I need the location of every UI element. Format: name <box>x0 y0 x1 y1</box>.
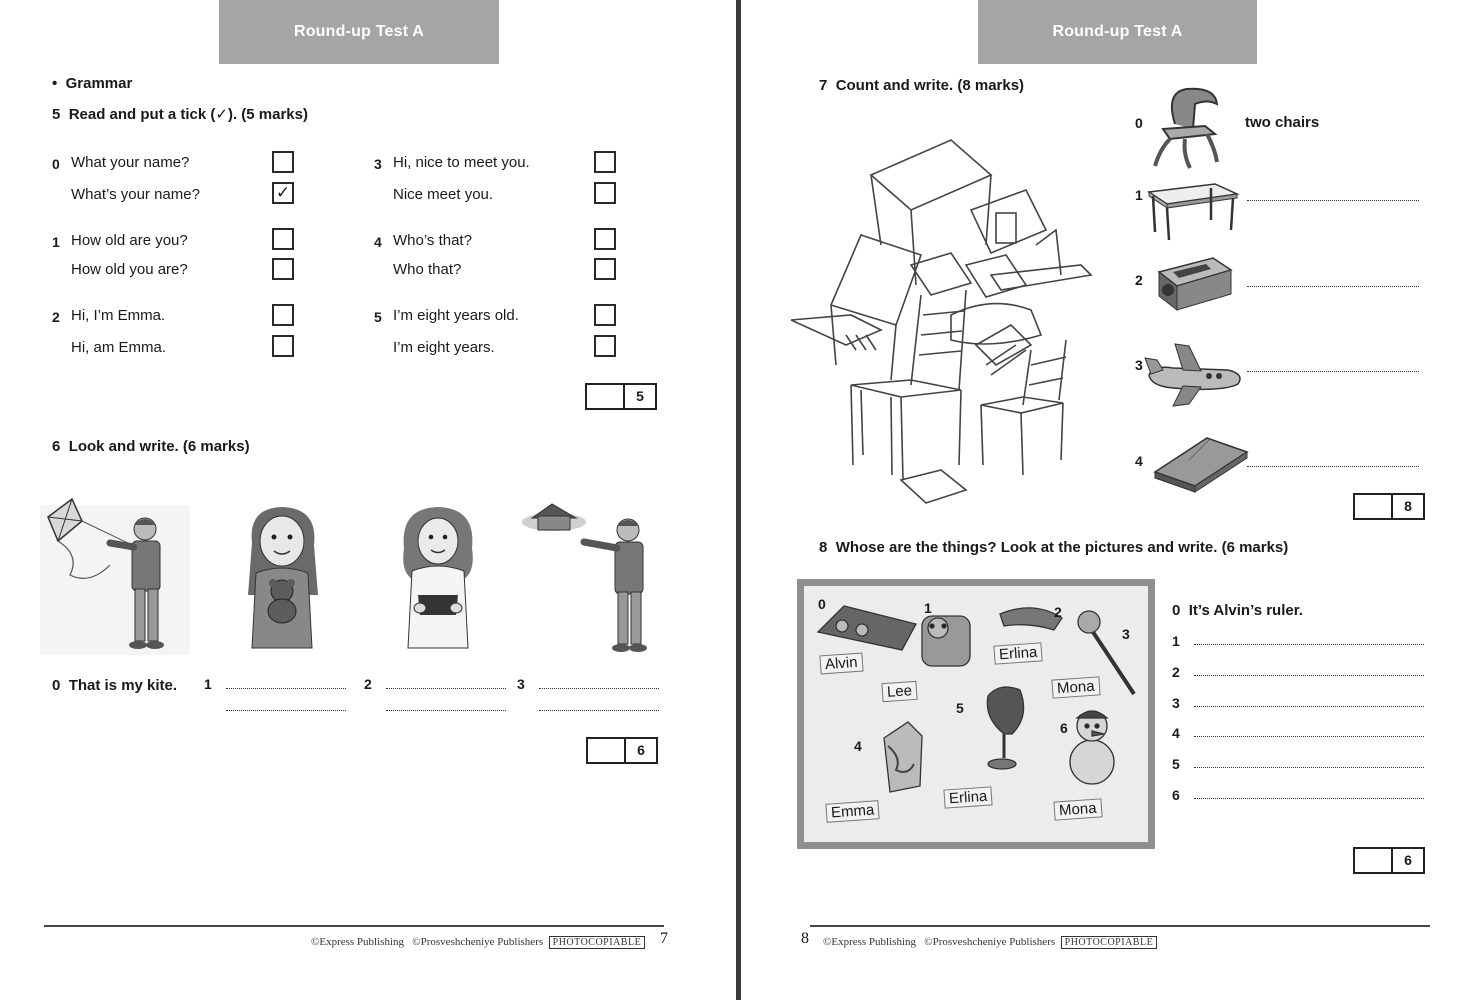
tick-box[interactable] <box>594 258 616 280</box>
table-icon <box>1145 180 1240 242</box>
q8-picture-frame <box>797 579 1155 849</box>
option-a-text: I’m eight years old. <box>393 307 519 324</box>
option-b-text: What’s your name? <box>71 186 200 203</box>
pencil-case-icon <box>1151 252 1236 314</box>
tick-box[interactable] <box>272 258 294 280</box>
girl-with-teddy-illustration <box>240 503 325 653</box>
answer-line[interactable] <box>1194 767 1424 768</box>
publisher-credit: ©Express Publishing <box>823 936 917 948</box>
page-number: 7 <box>660 930 668 947</box>
answer-line[interactable] <box>1247 286 1419 287</box>
tick-box[interactable] <box>594 182 616 204</box>
item-number: 1 <box>1135 187 1143 203</box>
bullet-icon: • <box>52 75 58 92</box>
item-number: 0 <box>52 156 60 172</box>
max-score: 5 <box>636 388 644 404</box>
max-score: 6 <box>637 742 645 758</box>
item-number: 5 <box>1172 756 1180 772</box>
name-tag: Mona <box>1053 798 1102 820</box>
question-text: Count and write. (8 marks) <box>835 77 1025 94</box>
answer-line[interactable] <box>539 688 659 689</box>
example-answer: two chairs <box>1245 114 1320 131</box>
answer-line[interactable] <box>1194 798 1424 799</box>
q7-score-box <box>1353 493 1425 520</box>
item-number: 6 <box>1172 787 1180 803</box>
item-number: 4 <box>374 234 382 250</box>
right-page <box>741 0 1471 1000</box>
name-tag: Mona <box>1051 676 1100 698</box>
example-answer: It’s Alvin’s ruler. <box>1188 602 1303 619</box>
footer-rule <box>810 925 1430 927</box>
item-number: 3 <box>1172 695 1180 711</box>
q8-picture-panel <box>804 586 1148 842</box>
furniture-jumble-illustration <box>791 135 1101 515</box>
q6-example <box>52 677 177 694</box>
option-a-text: What your name? <box>71 154 190 171</box>
answer-line[interactable] <box>1247 200 1419 201</box>
example-answer: That is my kite. <box>68 677 178 694</box>
name-tag: Erlina <box>943 786 993 808</box>
item-number: 4 <box>1135 453 1143 469</box>
page-header-tab: Round-up Test A <box>219 0 499 64</box>
eraser-icon <box>1149 430 1249 495</box>
tick-box[interactable] <box>272 335 294 357</box>
chair-icon <box>1145 84 1225 169</box>
answer-line[interactable] <box>226 688 346 689</box>
tick-box[interactable] <box>594 228 616 250</box>
answer-line[interactable] <box>226 710 346 711</box>
item-number: 4 <box>1172 725 1180 741</box>
question-text: Look and write. (6 marks) <box>68 438 250 455</box>
photocopiable-badge: PHOTOCOPIABLE <box>549 936 646 949</box>
name-tag: Emma <box>825 800 880 823</box>
picture-number: 3 <box>1122 626 1130 642</box>
option-a-text: How old are you? <box>71 232 188 249</box>
answer-line[interactable] <box>1247 371 1419 372</box>
picture-number: 6 <box>1060 720 1068 736</box>
option-b-text: How old you are? <box>71 261 188 278</box>
score-input[interactable] <box>588 739 626 762</box>
item-number: 2 <box>1135 272 1143 288</box>
item-number: 2 <box>1172 664 1180 680</box>
option-a-text: Hi, nice to meet you. <box>393 154 530 171</box>
score-input[interactable] <box>587 385 625 408</box>
question-number: 5 <box>52 106 61 123</box>
name-tag: Alvin <box>819 653 863 675</box>
q8-score-box <box>1353 847 1425 874</box>
name-tag: Lee <box>881 681 917 702</box>
score-input[interactable] <box>1355 849 1393 872</box>
option-a-text: Who’s that? <box>393 232 472 249</box>
question-text: Read and put a tick (✓). (5 marks) <box>68 106 308 123</box>
q5-score-box <box>585 383 657 410</box>
item-number: 3 <box>374 156 382 172</box>
publisher-credit: ©Prosveshcheniye Publishers <box>924 936 1056 948</box>
toy-plane-icon <box>1143 340 1248 408</box>
answer-line[interactable] <box>539 710 659 711</box>
answer-line[interactable] <box>386 710 506 711</box>
q8-example <box>1172 602 1303 619</box>
item-number: 1 <box>52 234 60 250</box>
name-tag: Erlina <box>993 642 1043 664</box>
q7-title <box>819 77 1024 94</box>
item-number: 0 <box>52 677 61 694</box>
photocopiable-badge: PHOTOCOPIABLE <box>1061 936 1158 949</box>
score-input[interactable] <box>1355 495 1393 518</box>
footer-credits <box>823 936 1157 948</box>
item-number: 2 <box>364 676 372 692</box>
tick-box-checked[interactable] <box>272 182 294 204</box>
q6-score-box <box>586 737 658 764</box>
question-number: 6 <box>52 438 61 455</box>
answer-line[interactable] <box>386 688 506 689</box>
section-label: Grammar <box>65 75 133 92</box>
page-number: 8 <box>801 930 809 947</box>
item-number: 3 <box>1135 357 1143 373</box>
item-number: 3 <box>517 676 525 692</box>
section-title <box>52 75 132 92</box>
option-b-text: I’m eight years. <box>393 339 495 356</box>
option-b-text: Nice meet you. <box>393 186 494 203</box>
answer-line[interactable] <box>1247 466 1419 467</box>
check-mark-icon: ✓ <box>275 183 291 202</box>
option-b-text: Who that? <box>393 261 462 278</box>
picture-number: 5 <box>956 700 964 716</box>
question-number: 7 <box>819 77 828 94</box>
q5-title <box>52 105 308 123</box>
footer-credits <box>311 936 645 948</box>
picture-number: 1 <box>924 600 932 616</box>
picture-number: 0 <box>818 596 826 612</box>
item-number: 1 <box>1172 633 1180 649</box>
tick-box[interactable] <box>594 151 616 173</box>
question-number: 8 <box>819 539 828 556</box>
boy-pointing-house-illustration <box>518 500 658 660</box>
max-score: 6 <box>1404 852 1412 868</box>
tick-box[interactable] <box>272 151 294 173</box>
answer-line[interactable] <box>1194 736 1424 737</box>
answer-line[interactable] <box>1194 675 1424 676</box>
page-header-tab: Round-up Test A <box>978 0 1257 64</box>
publisher-credit: ©Prosveshcheniye Publishers <box>412 936 544 948</box>
item-number: 0 <box>1172 602 1181 619</box>
q8-title <box>819 539 1288 556</box>
answer-line[interactable] <box>1194 706 1424 707</box>
tick-box[interactable] <box>272 304 294 326</box>
option-a-text: Hi, I’m Emma. <box>71 307 166 324</box>
girl-with-book-illustration <box>398 503 478 653</box>
tick-box[interactable] <box>272 228 294 250</box>
option-b-text: Hi, am Emma. <box>71 339 167 356</box>
picture-number: 2 <box>1054 604 1062 620</box>
max-score: 8 <box>1404 498 1412 514</box>
tick-box[interactable] <box>594 335 616 357</box>
item-number: 5 <box>374 309 382 325</box>
answer-line[interactable] <box>1194 644 1424 645</box>
item-number: 1 <box>204 676 212 692</box>
question-text: Whose are the things? Look at the pictures and write. (6 marks) <box>835 539 1289 556</box>
publisher-credit: ©Express Publishing <box>311 936 405 948</box>
picture-number: 4 <box>854 738 862 754</box>
q6-title <box>52 438 250 455</box>
boy-with-kite-illustration <box>40 495 190 660</box>
footer-rule <box>44 925 664 927</box>
item-number: 2 <box>52 309 60 325</box>
item-number: 0 <box>1135 115 1143 131</box>
tick-box[interactable] <box>594 304 616 326</box>
